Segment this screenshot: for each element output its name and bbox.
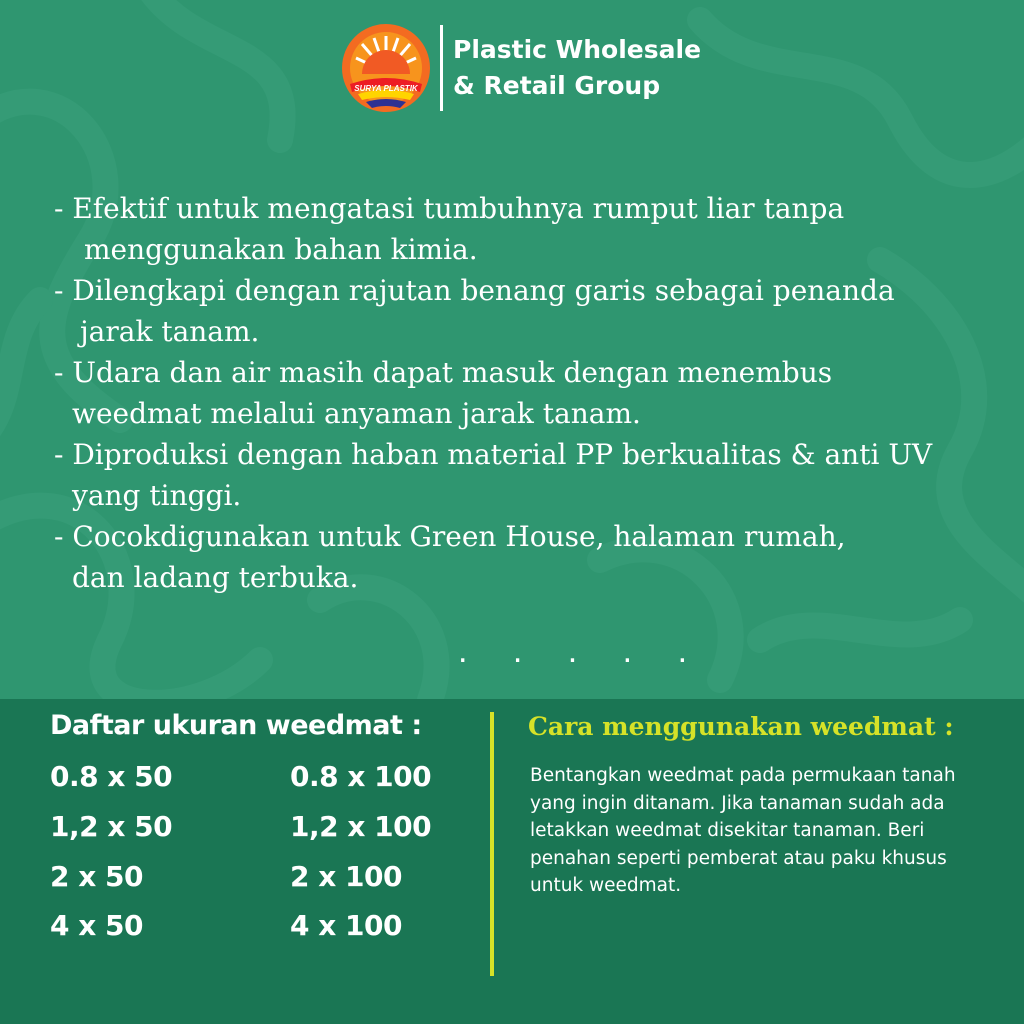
- howto-line: letakkan weedmat disekitar tanaman. Beri: [530, 820, 925, 841]
- howto-title: Cara menggunakan weedmat :: [528, 712, 954, 741]
- header-divider: [440, 25, 443, 111]
- brand-name: [453, 32, 701, 104]
- howto-line: untuk weedmat.: [530, 875, 682, 896]
- feature-line: - Cocokdigunakan untuk Green House, halaman rumah,: [54, 520, 846, 553]
- feature-item: [54, 516, 984, 598]
- feature-item: [54, 188, 984, 270]
- feature-line: - Diproduksi dengan haban material PP berkualitas & anti UV: [54, 438, 933, 471]
- size-item: 4 x 50: [50, 909, 144, 942]
- feature-line: weedmat melalui anyaman jarak tanam.: [72, 397, 641, 430]
- feature-item: [54, 270, 984, 352]
- brand-line-2: & Retail Group: [453, 71, 661, 100]
- feature-line: - Dilengkapi dengan rajutan benang garis sebagai penanda: [54, 274, 895, 307]
- feature-item: [54, 434, 984, 516]
- size-item: 4 x 100: [290, 909, 402, 942]
- size-item: 0.8 x 50: [50, 760, 173, 793]
- feature-line: - Efektif untuk mengatasi tumbuhnya rumput liar tanpa: [54, 192, 845, 225]
- dot-separator: . . . . .: [458, 632, 706, 670]
- brand-line-1: Plastic Wholesale: [453, 35, 702, 64]
- header: [340, 22, 701, 114]
- size-item: 2 x 50: [50, 860, 144, 893]
- size-item: 2 x 100: [290, 860, 402, 893]
- surya-plastik-logo: [340, 22, 432, 114]
- howto-line: yang ingin ditanam. Jika tanaman sudah ada: [530, 792, 945, 814]
- feature-item: [54, 352, 984, 434]
- feature-list: [54, 188, 984, 598]
- size-item: 1,2 x 50: [50, 810, 173, 843]
- howto-line: penahan seperti pemberat atau paku khusus: [530, 847, 947, 869]
- howto-text: [530, 762, 1000, 900]
- feature-line: dan ladang terbuka.: [72, 561, 359, 594]
- size-item: 0.8 x 100: [290, 760, 432, 793]
- howto-line: Bentangkan weedmat pada permukaan tanah: [530, 765, 956, 786]
- feature-line: - Udara dan air masih dapat masuk dengan menembus: [54, 356, 833, 389]
- feature-line: yang tinggi.: [72, 479, 242, 512]
- feature-line: menggunakan bahan kimia.: [84, 233, 478, 266]
- feature-line: jarak tanam.: [80, 315, 260, 348]
- logo-text: SURYA PLASTIK: [354, 84, 418, 93]
- panel-divider: [490, 712, 494, 976]
- sizes-title: Daftar ukuran weedmat :: [50, 710, 422, 741]
- size-item: 1,2 x 100: [290, 810, 432, 843]
